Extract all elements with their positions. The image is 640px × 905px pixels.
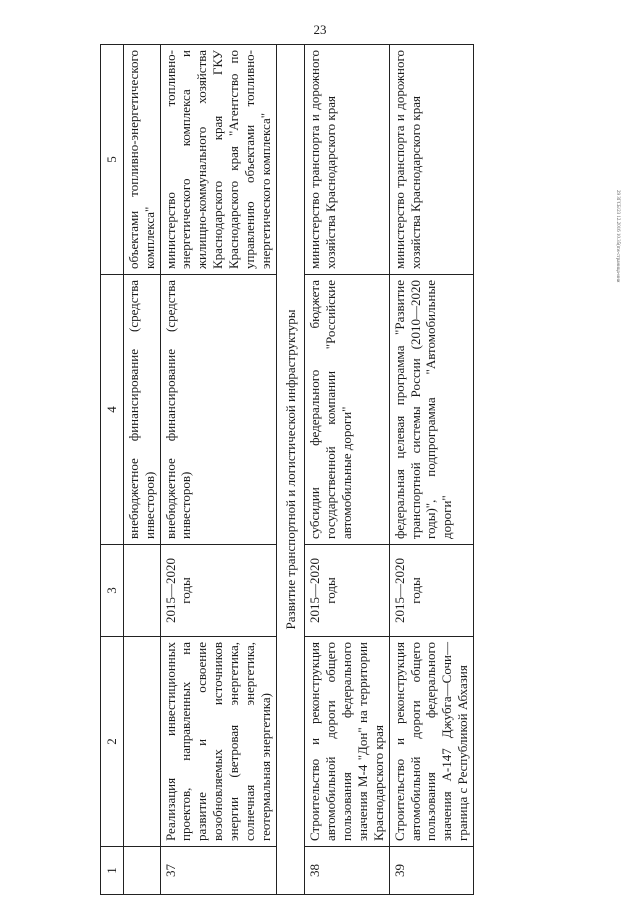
table-row-continuation	[123, 45, 160, 895]
cell-executor: министерство топливно-энергетического комплекса и жилищно-коммунального хозяйства Краснодарского края ГКУ Краснодарского края "Агентство по управлению объектами топливно-энергетического комплекса"	[160, 45, 276, 275]
cell-num: 37	[160, 847, 276, 895]
section-title: Развитие транспортной и логистической инфраструктуры	[276, 45, 305, 895]
header-col-4: 4	[101, 275, 124, 545]
header-col-1: 1	[101, 847, 124, 895]
header-col-2: 2	[101, 637, 124, 847]
table-header-row	[101, 45, 124, 895]
cell-period: 2015—2020 годы	[160, 545, 276, 637]
cell-executor: министерство транспорта и дорожного хозяйства Краснодарского края	[389, 45, 473, 275]
cell-source: внебюджетное финансирование (средства инвесторов)	[160, 275, 276, 545]
page-number: 23	[313, 22, 327, 37]
cell-period: 2015—2020 годы	[389, 545, 473, 637]
header-col-3: 3	[101, 545, 124, 637]
cell-num	[123, 847, 160, 895]
cell-name: Строительство и реконструкция автомобильной дороги общего пользования федерального значения М-4 "Дон" на территории Краснодарского края	[305, 637, 389, 847]
cell-name: Строительство и реконструкция автомобильной дороги общего пользования федерального значения А-147 Джубга—Сочи—граница с Республикой Абхазия	[389, 637, 473, 847]
cell-executor: объектами топливно-энергетического комплекса"	[123, 45, 160, 275]
cell-name: Реализация инвестиционных проектов, направленных на развитие и освоение возобновляемых источников энергии (ветровая энергетика, солнечная энергетика, геотермальная энергетика)	[160, 637, 276, 847]
header-col-5: 5	[101, 45, 124, 275]
side-note: 29 ЗГСБ/23 12.2016 10.35(ms-страница-ини	[615, 190, 620, 283]
cell-num: 39	[389, 847, 473, 895]
cell-name	[123, 637, 160, 847]
cell-executor: министерство транспорта и дорожного хозяйства Краснодарского края	[305, 45, 389, 275]
table-row-37	[160, 45, 276, 895]
program-table	[100, 44, 474, 895]
cell-period: 2015—2020 годы	[305, 545, 389, 637]
cell-period	[123, 545, 160, 637]
cell-source: внебюджетное финансирование (средства инвесторов)	[123, 275, 160, 545]
rotated-table-container	[100, 45, 540, 895]
section-header-row	[276, 45, 305, 895]
cell-source: субсидии федерального бюджета государственной компании "Российские автомобильные дороги"	[305, 275, 389, 545]
table-row-39	[389, 45, 473, 895]
table-row-38	[305, 45, 389, 895]
cell-source: федеральная целевая программа "Развитие транспортной системы России (2010—2020 годы)", подпрограмма "Автомобильные дороги"	[389, 275, 473, 545]
cell-num: 38	[305, 847, 389, 895]
